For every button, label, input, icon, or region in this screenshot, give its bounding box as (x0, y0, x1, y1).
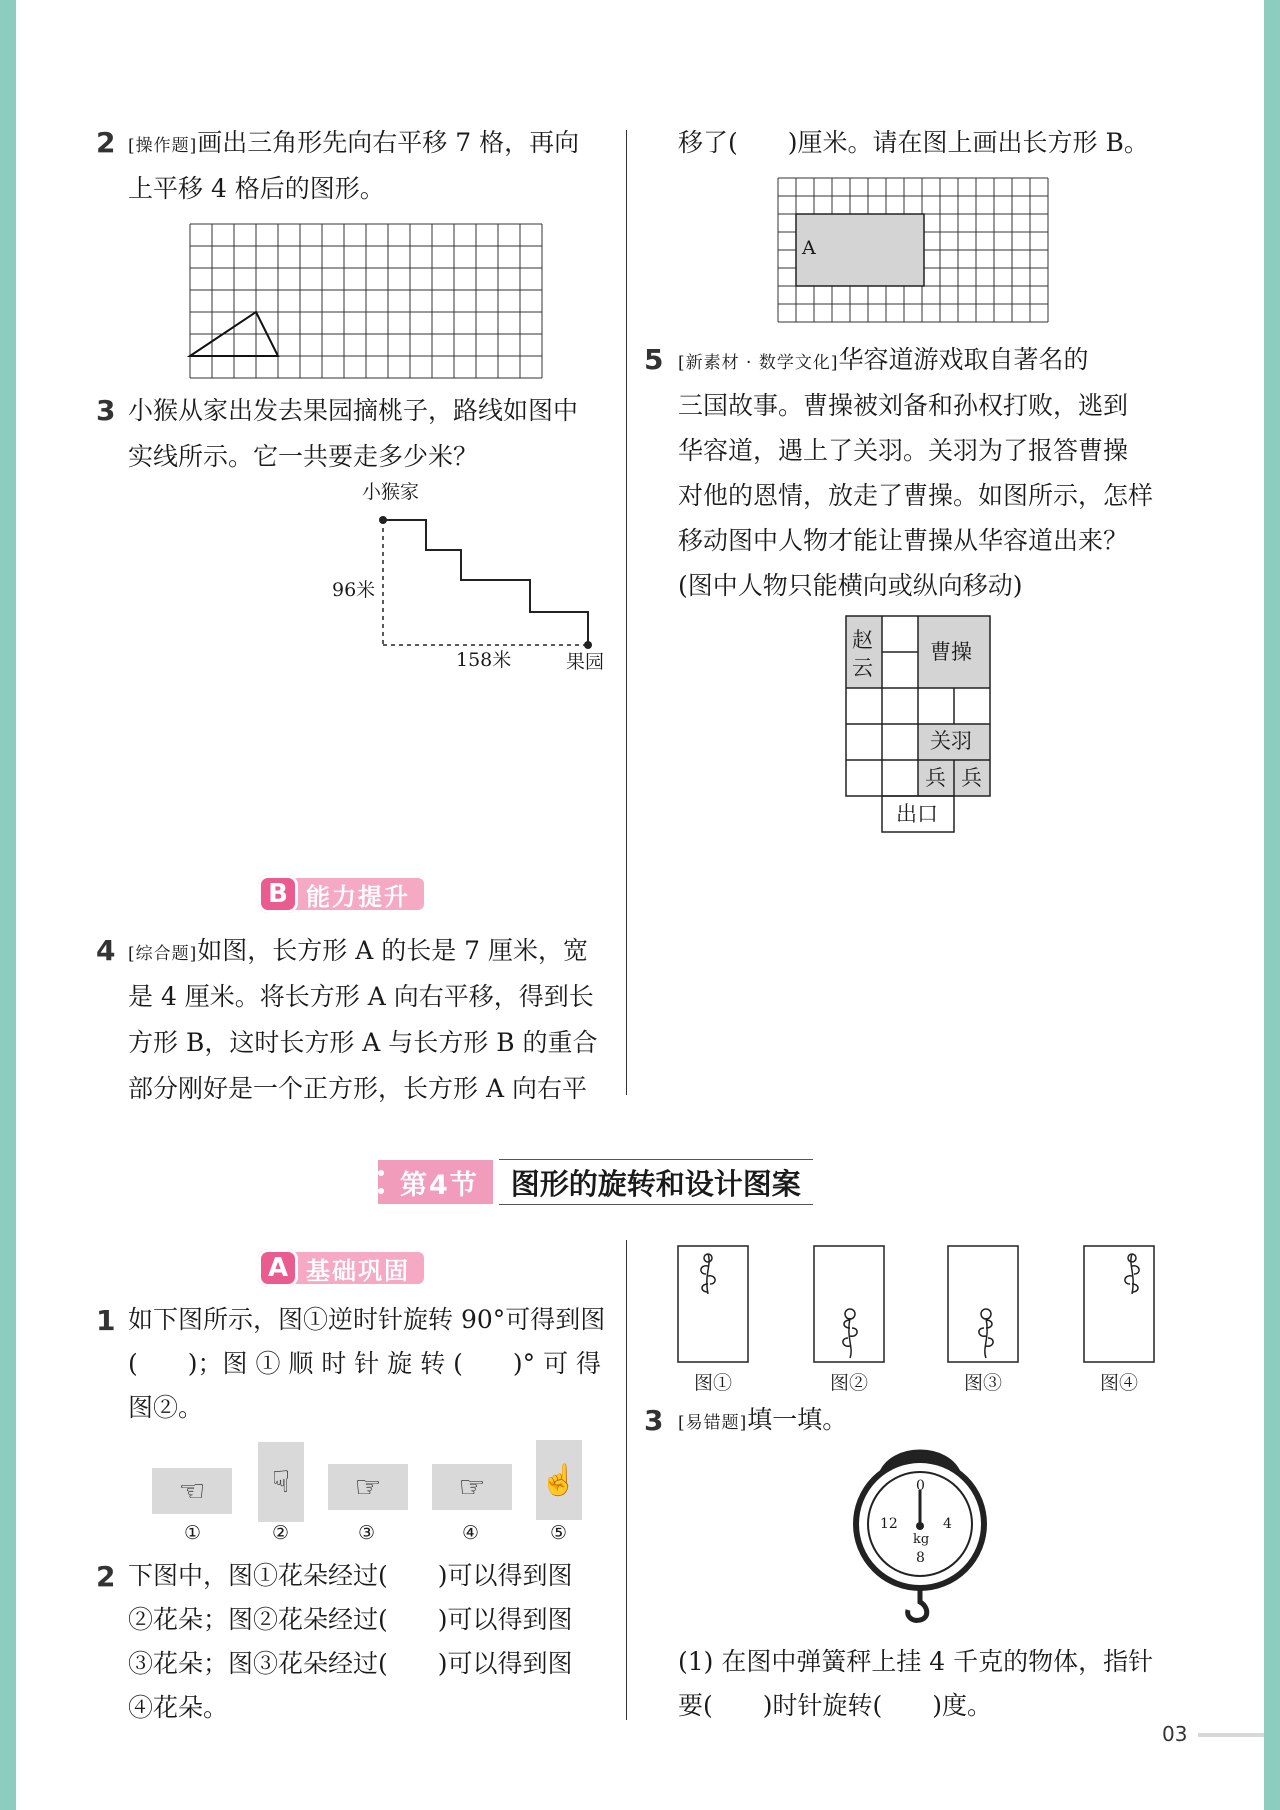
flower-label: 图② (830, 1372, 869, 1394)
question-line: 三国故事。曹操被刘备和孙权打败，逃到 (678, 391, 1129, 420)
question-number: 2 (96, 126, 116, 159)
question-line: 如图，长方形 A 的长是 7 厘米，宽 (197, 936, 589, 965)
question-line: 华容道游戏取自著名的 (838, 345, 1089, 374)
dial-eight: 8 (916, 1550, 925, 1566)
column-divider (626, 130, 627, 1095)
page-number: 03 (1162, 1722, 1188, 1746)
ability-badge (258, 876, 424, 912)
flower-label: 图④ (1100, 1372, 1139, 1394)
question-line: 画出三角形先向右平移 7 格，再向 (197, 128, 580, 157)
sub-question-line: (1) 在图中弹簧秤上挂 4 千克的物体，指针 (678, 1647, 1154, 1676)
question-number: 5 (644, 343, 664, 376)
question-tag: [操作题] (128, 136, 198, 156)
question-line: ④花朵。 (128, 1693, 229, 1722)
question-number: 4 (96, 934, 116, 967)
question-text (678, 1398, 847, 1445)
question-line: ③花朵；图③花朵经过( )可以得到图 (128, 1649, 573, 1678)
height-label: 96米 (332, 579, 376, 601)
flower-label: 图③ (964, 1372, 1003, 1394)
question-line: 移动图中人物才能让曹操从华容道出来？ (678, 526, 1129, 555)
section-header (378, 1158, 813, 1206)
piece-guanyu: 关羽 (930, 729, 972, 753)
question-text (128, 929, 588, 976)
hand-icon: ☝ (536, 1440, 582, 1520)
orchard-label: 果园 (566, 651, 605, 673)
rectangle-grid (778, 178, 1058, 326)
column-divider (626, 1240, 627, 1720)
hand-icon: ☞ (432, 1464, 512, 1510)
question-tag: [新素材 · 数学文化] (678, 353, 839, 373)
badge-letter: B (258, 875, 298, 913)
question-line: 部分刚好是一个正方形，长方形 A 向右平 (128, 1074, 587, 1103)
figure-label: ③ (358, 1522, 376, 1544)
question-number: 3 (96, 394, 116, 427)
exit-label: 出口 (896, 802, 938, 826)
question-line: 下图中，图①花朵经过( )可以得到图 (128, 1561, 573, 1590)
question-line: ( )；图 ① 顺 时 针 旋 转 ( )° 可 得 (128, 1349, 602, 1378)
badge-text: 能力提升 (290, 878, 424, 910)
flower-figures (670, 1240, 1170, 1370)
section-title: 图形的旋转和设计图案 (499, 1159, 813, 1205)
question-tag: [综合题] (128, 944, 198, 964)
figure-label: ⑤ (550, 1522, 568, 1544)
page-number-line (1198, 1733, 1264, 1737)
basic-badge (258, 1250, 424, 1286)
figure-label: ① (184, 1522, 202, 1544)
hand-icon: ☜ (152, 1468, 232, 1514)
width-label: 158米 (456, 649, 512, 671)
question-line: 对他的恩情，放走了曹操。如图所示，怎样 (678, 481, 1154, 510)
question-line: ②花朵；图②花朵经过( )可以得到图 (128, 1605, 573, 1634)
section-number: 第4节 (378, 1160, 493, 1204)
badge-letter: A (258, 1249, 298, 1287)
dial-unit: kg (913, 1532, 930, 1547)
dial-zero: 0 (916, 1478, 925, 1494)
figure-label: ④ (462, 1522, 480, 1544)
piece-zhaoyun: 赵 (852, 628, 873, 652)
question-line: 上平移 4 格后的图形。 (128, 174, 385, 203)
question-text (128, 121, 579, 168)
badge-text: 基础巩固 (290, 1252, 424, 1284)
question-line: 小猴从家出发去果园摘桃子，路线如图中 (128, 396, 579, 425)
rect-a-label: A (802, 237, 816, 259)
question-line: 移了( )厘米。请在图上画出长方形 B。 (678, 128, 1149, 157)
question-line: 华容道，遇上了关羽。关羽为了报答曹操 (678, 436, 1129, 465)
translation-grid (190, 224, 546, 380)
piece-caocao: 曹操 (930, 640, 972, 664)
question-number: 2 (96, 1560, 116, 1593)
right-border (1264, 0, 1280, 1810)
question-tag: [易错题] (678, 1413, 748, 1433)
question-number: 1 (96, 1304, 116, 1337)
question-line: 图②。 (128, 1393, 204, 1422)
hand-icon: ☟ (258, 1442, 304, 1522)
home-label: 小猴家 (362, 481, 420, 503)
dial-four: 4 (943, 1516, 952, 1532)
question-line: 实线所示。它一共要走多少米？ (128, 442, 479, 471)
hand-icon: ☞ (328, 1464, 408, 1510)
piece-soldier: 兵 (961, 766, 982, 790)
left-border (0, 0, 16, 1810)
question-line: 填一填。 (747, 1405, 848, 1434)
question-line: 方形 B，这时长方形 A 与长方形 B 的重合 (128, 1028, 598, 1057)
question-line: 如下图所示，图①逆时针旋转 90°可得到图 (128, 1305, 606, 1334)
piece-soldier: 兵 (925, 766, 946, 790)
piece-zhaoyun: 云 (852, 656, 873, 680)
question-line: 是 4 厘米。将长方形 A 向右平移，得到长 (128, 982, 594, 1011)
question-text (678, 338, 1089, 385)
sub-question-line: 要( )时针旋转( )度。 (678, 1691, 993, 1720)
dial-twelve: 12 (880, 1516, 898, 1532)
figure-label: ② (272, 1522, 290, 1544)
question-line: (图中人物只能横向或纵向移动) (678, 571, 1023, 600)
question-number: 3 (644, 1404, 664, 1437)
flower-label: 图① (694, 1372, 733, 1394)
